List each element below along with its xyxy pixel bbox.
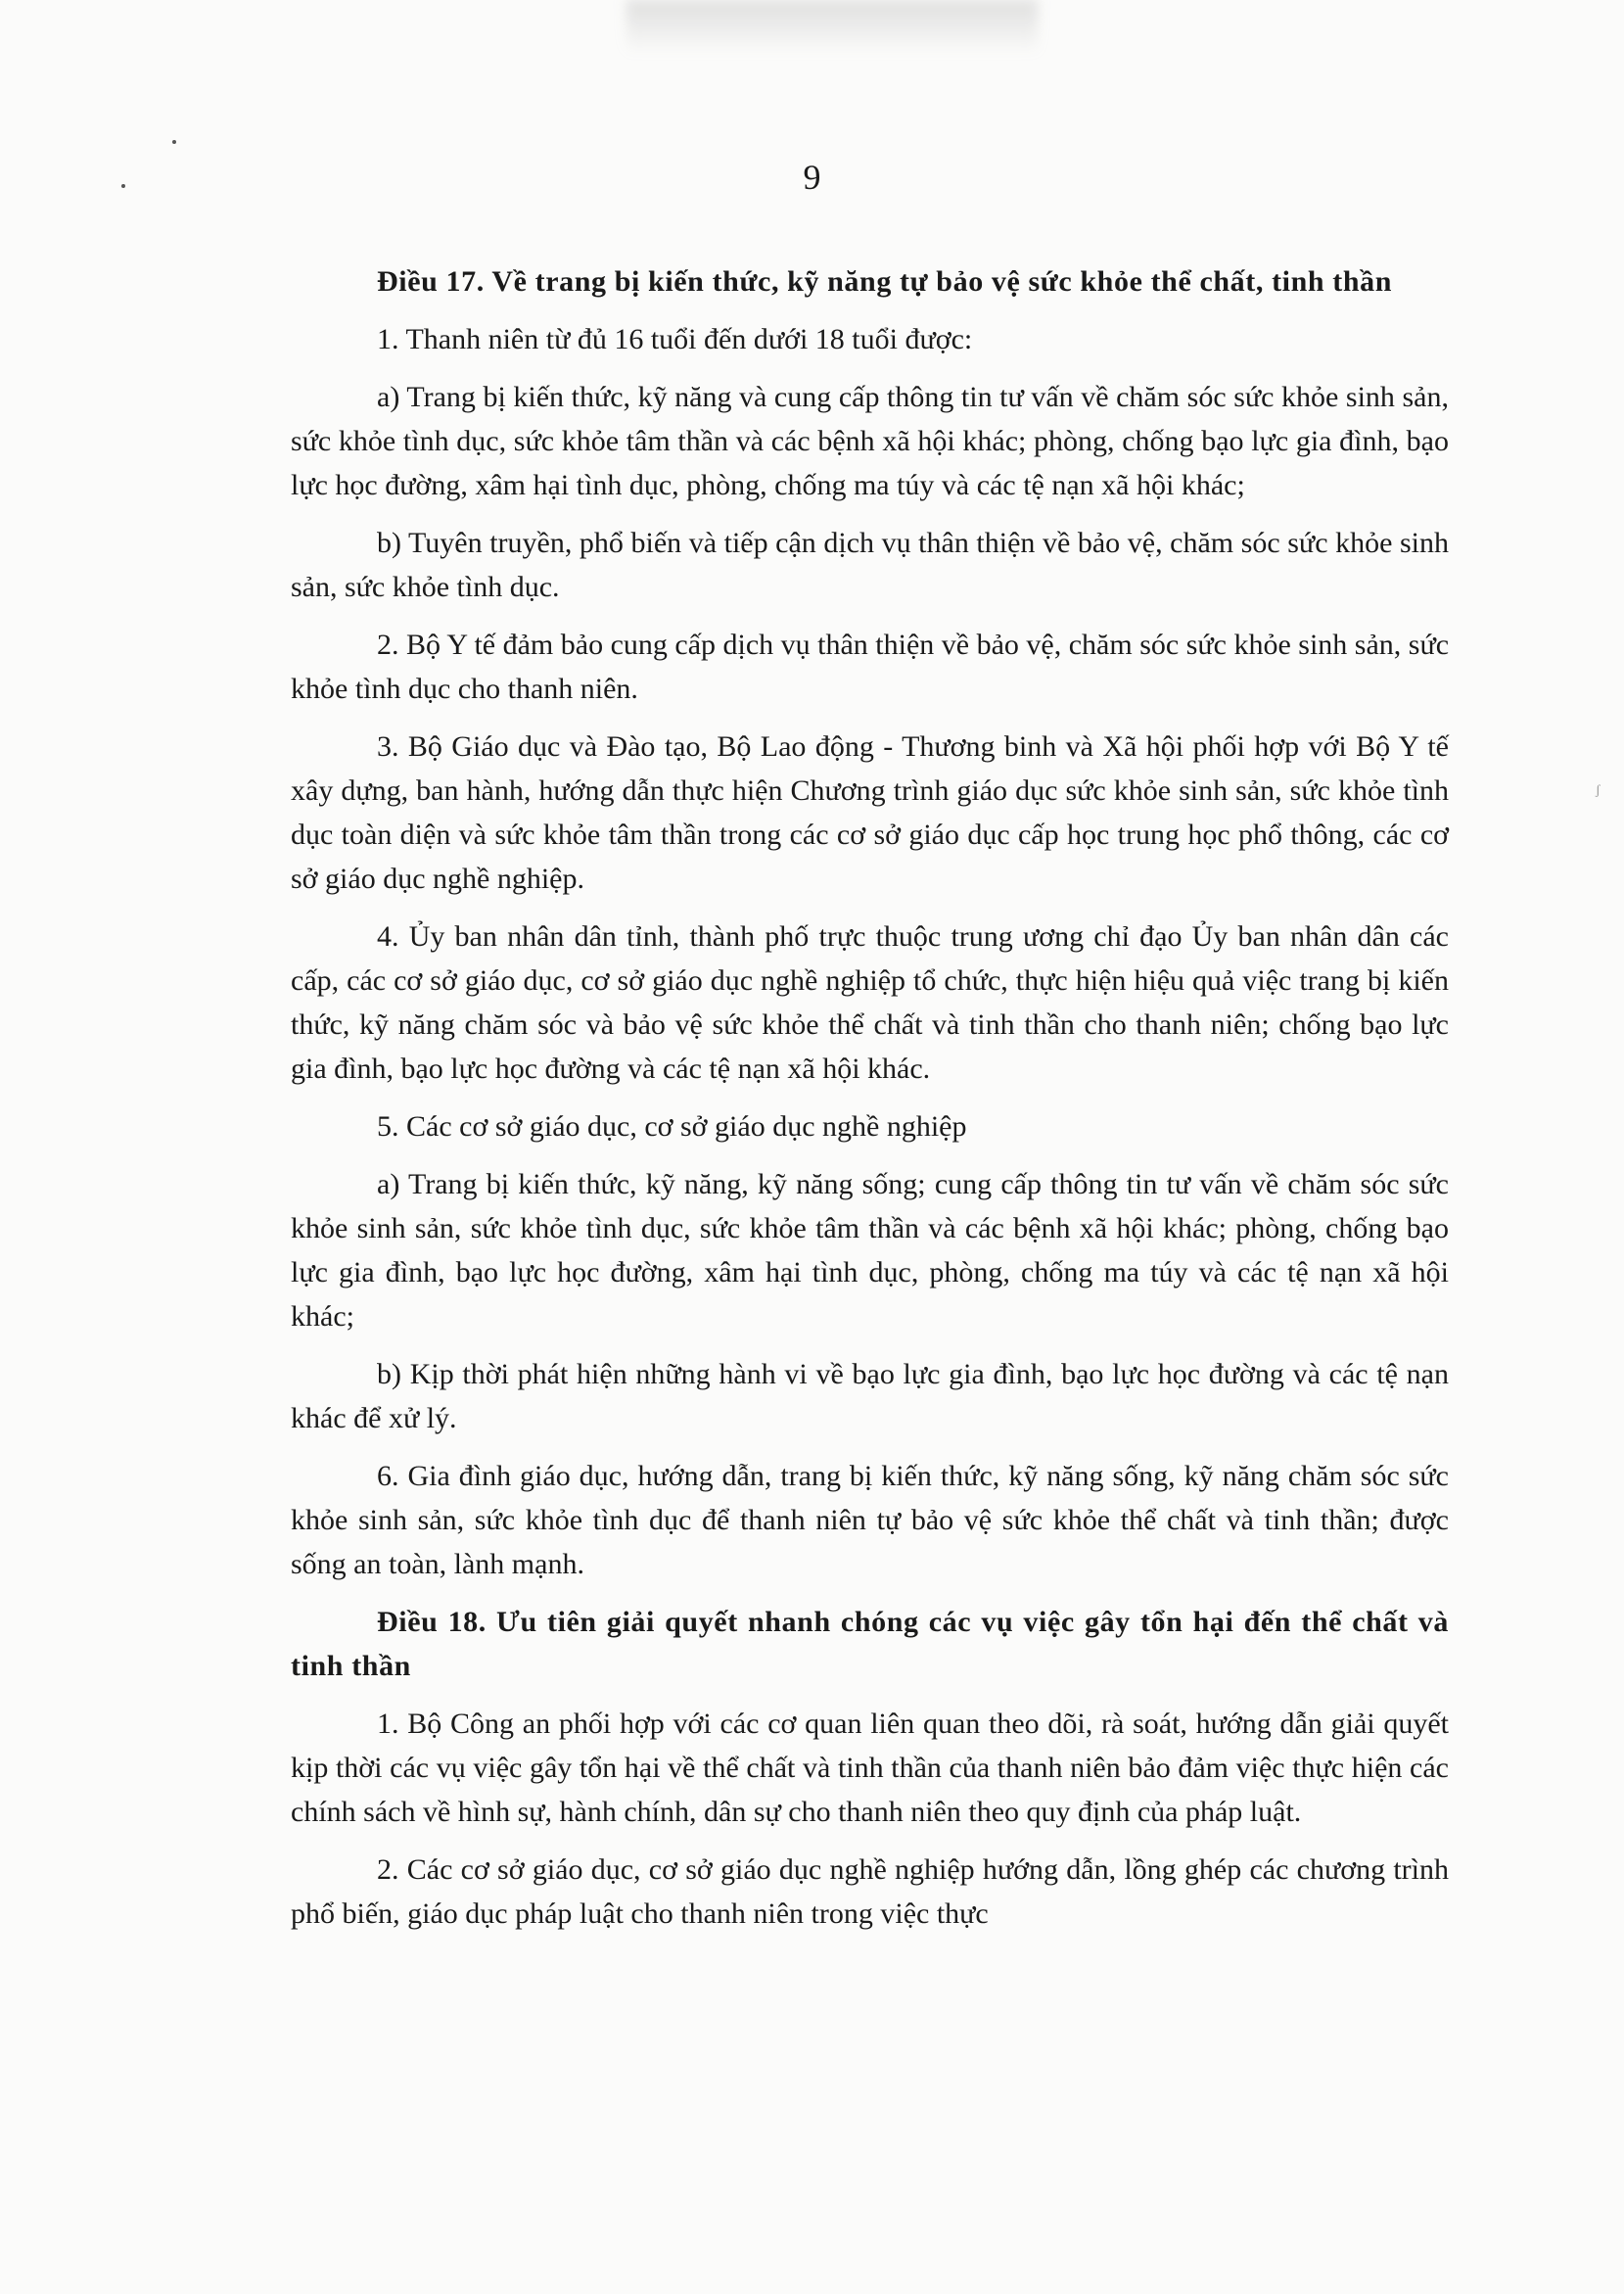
paragraph: b) Tuyên truyền, phổ biến và tiếp cận dịch vụ thân thiện về bảo vệ, chăm sóc sức khỏe sinh sản, sức khỏe tình dục. — [291, 527, 1449, 603]
paragraph: a) Trang bị kiến thức, kỹ năng, kỹ năng sống; cung cấp thông tin tư vấn về chăm sóc sức khỏe sinh sản, sức khỏe tình dục, sức khỏe tâm thần và các bệnh xã hội khác; phòng, chống bạo lực gia đình, bạo lực học đường, xâm hại tình dục, phòng, chống ma túy và các tệ nạn xã hội khác; — [291, 1168, 1449, 1333]
scan-artifact — [626, 0, 1038, 54]
scan-dot — [172, 140, 176, 144]
paragraph: 2. Các cơ sở giáo dục, cơ sở giáo dục nghề nghiệp hướng dẫn, lồng ghép các chương trình phổ biến, giáo dục pháp luật cho thanh niên trong việc thực — [291, 1853, 1449, 1930]
paragraph: 5. Các cơ sở giáo dục, cơ sở giáo dục nghề nghiệp — [377, 1110, 967, 1143]
paragraph: 1. Bộ Công an phối hợp với các cơ quan liên quan theo dõi, rà soát, hướng dẫn giải quyết kịp thời các vụ việc gây tổn hại về thể chất và tinh thần của thanh niên bảo đảm việc thực hiện các chính sách về hình sự, hành chính, dân sự cho thanh niên theo quy định của pháp luật. — [291, 1708, 1449, 1828]
paragraph: 2. Bộ Y tế đảm bảo cung cấp dịch vụ thân thiện về bảo vệ, chăm sóc sức khỏe sinh sản, sức khỏe tình dục cho thanh niên. — [291, 629, 1450, 705]
article-17-heading: Điều 17. Về trang bị kiến thức, kỹ năng tự bảo vệ sức khỏe thể chất, tinh thần — [377, 265, 1393, 298]
paragraph: 6. Gia đình giáo dục, hướng dẫn, trang bị kiến thức, kỹ năng sống, kỹ năng chăm sóc sức khỏe sinh sản, sức khỏe tình dục để thanh niên tự bảo vệ sức khỏe thể chất và tinh thần; được sống an toàn, lành mạnh. — [291, 1460, 1449, 1580]
paragraph: 4. Ủy ban nhân dân tỉnh, thành phố trực thuộc trung ương chỉ đạo Ủy ban nhân dân các cấp, các cơ sở giáo dục, cơ sở giáo dục nghề nghiệp tổ chức, thực hiện hiệu quả việc trang bị kiến thức, kỹ năng chăm sóc và bảo vệ sức khỏe thể chất và tinh thần cho thanh niên; chống bạo lực gia đình, bạo lực học đường và các tệ nạn xã hội khác. — [291, 920, 1449, 1085]
document-body — [291, 259, 1449, 1949]
paragraph: 1. Thanh niên từ đủ 16 tuổi đến dưới 18 tuổi được: — [377, 323, 973, 355]
scan-mark: ʃ — [1596, 783, 1601, 798]
paragraph: a) Trang bị kiến thức, kỹ năng và cung cấp thông tin tư vấn về chăm sóc sức khỏe sinh sản, sức khỏe tình dục, sức khỏe tâm thần và các bệnh xã hội khác; phòng, chống bạo lực gia đình, bạo lực học đường, xâm hại tình dục, phòng, chống ma túy và các tệ nạn xã hội khác; — [291, 381, 1449, 501]
paragraph: b) Kịp thời phát hiện những hành vi về bạo lực gia đình, bạo lực học đường và các tệ nạn khác để xử lý. — [291, 1358, 1449, 1434]
page-number: 9 — [803, 158, 821, 197]
article-18-heading: Điều 18. Ưu tiên giải quyết nhanh chóng các vụ việc gây tổn hại đến thể chất và tinh thần — [291, 1606, 1449, 1682]
paragraph: 3. Bộ Giáo dục và Đào tạo, Bộ Lao động - Thương binh và Xã hội phối hợp với Bộ Y tế xây dựng, ban hành, hướng dẫn thực hiện Chương trình giáo dục sức khỏe sinh sản, sức khỏe tình dục toàn diện và sức khỏe tâm thần trong các cơ sở giáo dục cấp học trung học phổ thông, các cơ sở giáo dục nghề nghiệp. — [291, 730, 1449, 895]
